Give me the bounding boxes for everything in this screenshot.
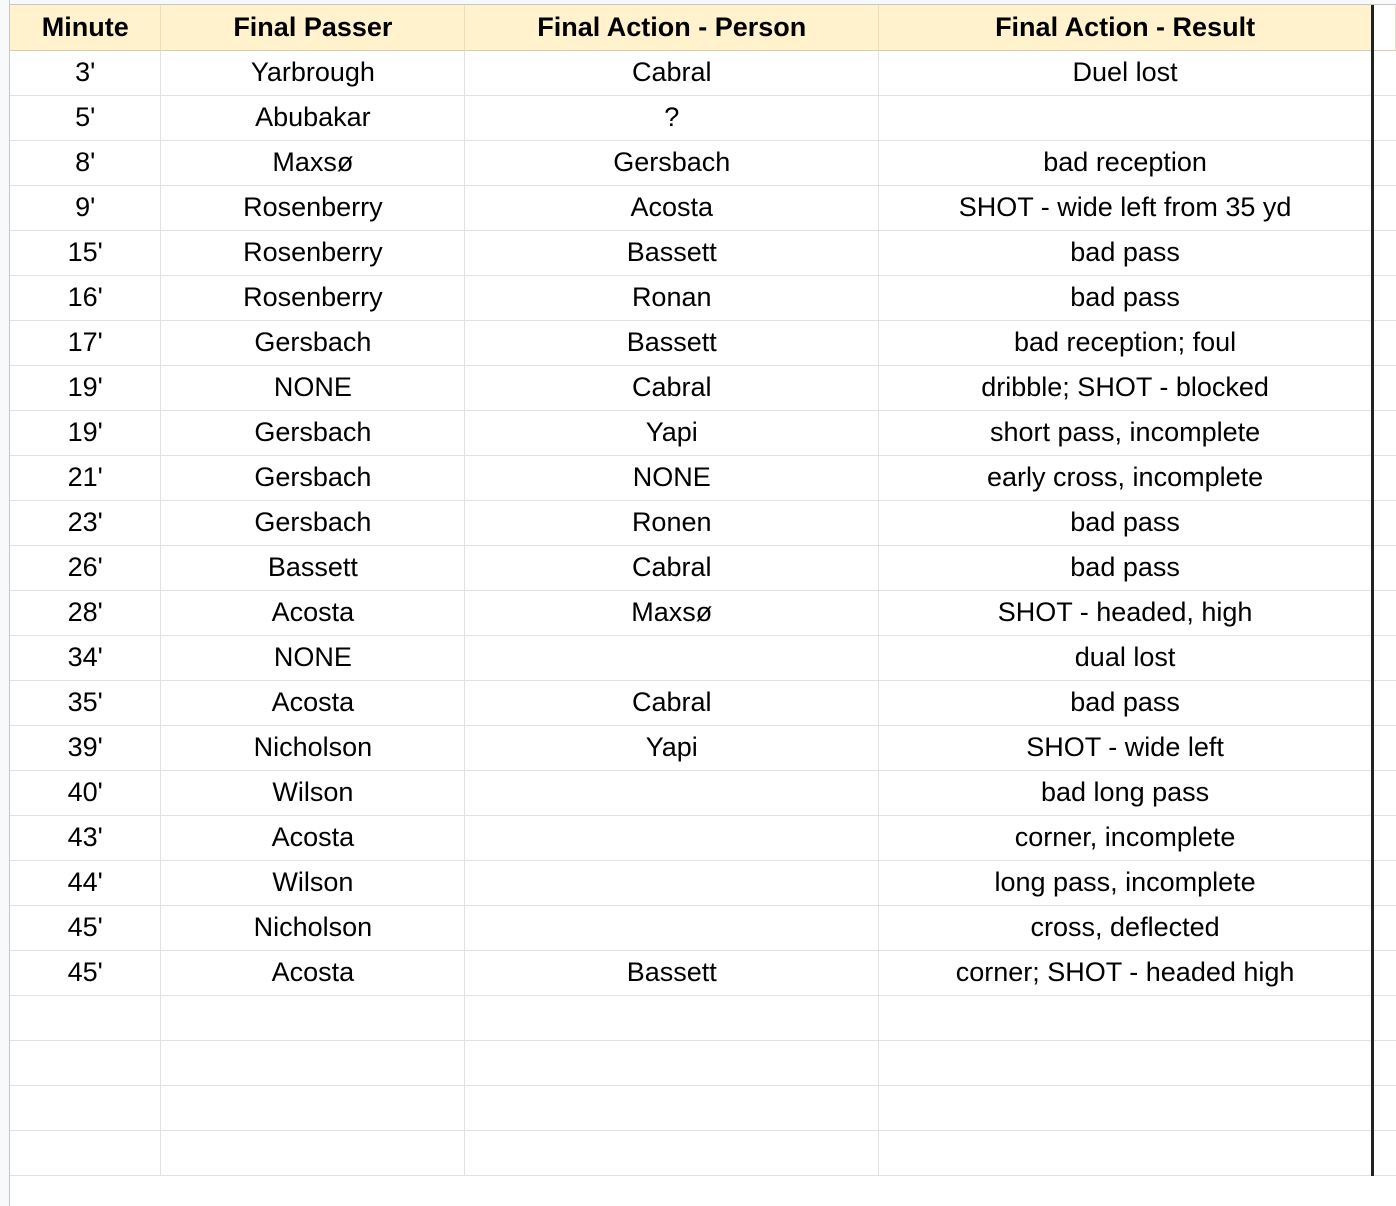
final-passer-cell[interactable]: Wilson: [161, 860, 465, 905]
final-action-result-cell[interactable]: early cross, incomplete: [879, 455, 1373, 500]
table-row: [10, 140, 1396, 185]
frozen-edge-cell: [1373, 950, 1396, 995]
table-row: [10, 455, 1396, 500]
final-action-person-cell[interactable]: [465, 905, 879, 950]
final-passer-cell[interactable]: Nicholson: [161, 905, 465, 950]
final-action-result-cell[interactable]: bad reception; foul: [879, 320, 1373, 365]
table-row: [10, 320, 1396, 365]
table-row: [10, 545, 1396, 590]
final-action-person-cell[interactable]: [465, 770, 879, 815]
table-row: [10, 860, 1396, 905]
minute-cell[interactable]: 43': [10, 815, 161, 860]
header-cell-final-action-person[interactable]: Final Action - Person: [465, 5, 879, 50]
frozen-edge-cell: [1373, 995, 1396, 1040]
minute-cell[interactable]: 17': [10, 320, 161, 365]
frozen-edge-cell: [1373, 410, 1396, 455]
minute-cell[interactable]: 21': [10, 455, 161, 500]
table-row: [10, 950, 1396, 995]
final-action-result-cell[interactable]: [879, 95, 1373, 140]
frozen-edge-cell: [1373, 50, 1396, 95]
final-action-result-cell[interactable]: corner, incomplete: [879, 815, 1373, 860]
final-action-result-cell[interactable]: Duel lost: [879, 50, 1373, 95]
empty-cell[interactable]: [465, 1040, 879, 1085]
empty-cell[interactable]: [10, 1130, 161, 1175]
final-passer-cell[interactable]: Rosenberry: [161, 275, 465, 320]
frozen-edge-cell: [1373, 5, 1396, 50]
frozen-edge-cell: [1373, 725, 1396, 770]
final-action-result-cell[interactable]: dribble; SHOT - blocked: [879, 365, 1373, 410]
table-row: [10, 230, 1396, 275]
frozen-edge-cell: [1373, 545, 1396, 590]
empty-table-row: [10, 995, 1396, 1040]
final-action-result-cell[interactable]: bad pass: [879, 680, 1373, 725]
final-action-result-cell[interactable]: SHOT - wide left: [879, 725, 1373, 770]
empty-cell[interactable]: [10, 1040, 161, 1085]
final-action-result-cell[interactable]: bad pass: [879, 545, 1373, 590]
minute-cell[interactable]: 3': [10, 50, 161, 95]
frozen-edge-cell: [1373, 815, 1396, 860]
frozen-edge-cell: [1373, 95, 1396, 140]
final-action-person-cell[interactable]: Maxsø: [465, 590, 879, 635]
minute-cell[interactable]: 26': [10, 545, 161, 590]
final-action-person-cell[interactable]: Ronen: [465, 500, 879, 545]
final-action-result-cell[interactable]: SHOT - headed, high: [879, 590, 1373, 635]
empty-cell[interactable]: [465, 1085, 879, 1130]
final-action-person-cell[interactable]: [465, 860, 879, 905]
final-action-result-cell[interactable]: bad pass: [879, 230, 1373, 275]
final-action-person-cell[interactable]: Bassett: [465, 320, 879, 365]
final-action-person-cell[interactable]: Gersbach: [465, 140, 879, 185]
frozen-edge-cell: [1373, 1040, 1396, 1085]
frozen-edge-cell: [1373, 230, 1396, 275]
empty-table-row: [10, 1130, 1396, 1175]
table-row: [10, 680, 1396, 725]
final-action-result-cell[interactable]: bad reception: [879, 140, 1373, 185]
final-action-person-cell[interactable]: Cabral: [465, 545, 879, 590]
table-row: [10, 770, 1396, 815]
empty-table-row: [10, 1040, 1396, 1085]
empty-cell[interactable]: [879, 1040, 1373, 1085]
frozen-edge-cell: [1373, 140, 1396, 185]
minute-cell[interactable]: 45': [10, 950, 161, 995]
table-row: [10, 95, 1396, 140]
final-passer-cell[interactable]: Wilson: [161, 770, 465, 815]
table-row: [10, 590, 1396, 635]
frozen-edge-cell: [1373, 905, 1396, 950]
final-passer-cell[interactable]: Acosta: [161, 950, 465, 995]
final-action-person-cell[interactable]: Cabral: [465, 680, 879, 725]
empty-cell[interactable]: [161, 1130, 465, 1175]
table-row: [10, 500, 1396, 545]
final-passer-cell[interactable]: Maxsø: [161, 140, 465, 185]
final-action-person-cell[interactable]: [465, 635, 879, 680]
final-passer-cell[interactable]: Acosta: [161, 680, 465, 725]
minute-cell[interactable]: 44': [10, 860, 161, 905]
minute-cell[interactable]: 39': [10, 725, 161, 770]
table-row: [10, 365, 1396, 410]
final-passer-cell[interactable]: Abubakar: [161, 95, 465, 140]
minute-cell[interactable]: 19': [10, 365, 161, 410]
frozen-edge-cell: [1373, 860, 1396, 905]
minute-cell[interactable]: 35': [10, 680, 161, 725]
empty-table-row: [10, 1085, 1396, 1130]
frozen-edge-cell: [1373, 455, 1396, 500]
minute-cell[interactable]: 16': [10, 275, 161, 320]
empty-cell[interactable]: [10, 1085, 161, 1130]
final-action-person-cell[interactable]: Bassett: [465, 950, 879, 995]
frozen-edge-cell: [1373, 635, 1396, 680]
table-row: [10, 275, 1396, 320]
minute-cell[interactable]: 34': [10, 635, 161, 680]
table-row: [10, 50, 1396, 95]
final-action-person-cell[interactable]: Bassett: [465, 230, 879, 275]
final-passer-cell[interactable]: NONE: [161, 635, 465, 680]
header-cell-final-action-result[interactable]: Final Action - Result: [879, 5, 1373, 50]
frozen-edge-cell: [1373, 185, 1396, 230]
data-table: [10, 5, 1396, 1176]
header-cell-final-passer[interactable]: Final Passer: [161, 5, 465, 50]
minute-cell[interactable]: 23': [10, 500, 161, 545]
final-action-result-cell[interactable]: cross, deflected: [879, 905, 1373, 950]
final-action-person-cell[interactable]: [465, 815, 879, 860]
empty-cell[interactable]: [465, 1130, 879, 1175]
row-header-strip: [0, 0, 10, 1206]
empty-cell[interactable]: [879, 1085, 1373, 1130]
header-row: [10, 5, 1396, 50]
minute-cell[interactable]: 8': [10, 140, 161, 185]
minute-cell[interactable]: 19': [10, 410, 161, 455]
final-passer-cell[interactable]: Bassett: [161, 545, 465, 590]
final-action-result-cell[interactable]: bad pass: [879, 275, 1373, 320]
empty-cell[interactable]: [161, 1040, 465, 1085]
table-row: [10, 905, 1396, 950]
final-action-person-cell[interactable]: Yapi: [465, 725, 879, 770]
table-row: [10, 185, 1396, 230]
final-passer-cell[interactable]: Gersbach: [161, 320, 465, 365]
frozen-edge-cell: [1373, 365, 1396, 410]
final-action-person-cell[interactable]: ?: [465, 95, 879, 140]
table-row: [10, 815, 1396, 860]
header-cell-minute[interactable]: Minute: [10, 5, 161, 50]
final-passer-cell[interactable]: Gersbach: [161, 455, 465, 500]
frozen-edge-cell: [1373, 680, 1396, 725]
final-passer-cell[interactable]: Acosta: [161, 590, 465, 635]
final-action-person-cell[interactable]: Acosta: [465, 185, 879, 230]
final-passer-cell[interactable]: NONE: [161, 365, 465, 410]
final-action-person-cell[interactable]: Cabral: [465, 50, 879, 95]
empty-cell[interactable]: [161, 1085, 465, 1130]
final-action-person-cell[interactable]: NONE: [465, 455, 879, 500]
minute-cell[interactable]: 9': [10, 185, 161, 230]
final-action-result-cell[interactable]: long pass, incomplete: [879, 860, 1373, 905]
minute-cell[interactable]: 40': [10, 770, 161, 815]
table-row: [10, 410, 1396, 455]
minute-cell[interactable]: 28': [10, 590, 161, 635]
final-action-result-cell[interactable]: bad long pass: [879, 770, 1373, 815]
empty-cell[interactable]: [879, 995, 1373, 1040]
final-passer-cell[interactable]: Rosenberry: [161, 230, 465, 275]
frozen-edge-cell: [1373, 500, 1396, 545]
final-action-person-cell[interactable]: Cabral: [465, 365, 879, 410]
minute-cell[interactable]: 5': [10, 95, 161, 140]
frozen-edge-cell: [1373, 590, 1396, 635]
empty-cell[interactable]: [161, 995, 465, 1040]
empty-cell[interactable]: [10, 995, 161, 1040]
final-action-result-cell[interactable]: dual lost: [879, 635, 1373, 680]
final-action-person-cell[interactable]: Yapi: [465, 410, 879, 455]
table-row: [10, 725, 1396, 770]
frozen-edge-cell: [1373, 275, 1396, 320]
frozen-edge-cell: [1373, 1130, 1396, 1175]
final-action-person-cell[interactable]: Ronan: [465, 275, 879, 320]
final-passer-cell[interactable]: Nicholson: [161, 725, 465, 770]
final-action-result-cell[interactable]: SHOT - wide left from 35 yd: [879, 185, 1373, 230]
final-passer-cell[interactable]: Rosenberry: [161, 185, 465, 230]
table-row: [10, 635, 1396, 680]
final-passer-cell[interactable]: Yarbrough: [161, 50, 465, 95]
minute-cell[interactable]: 15': [10, 230, 161, 275]
final-passer-cell[interactable]: Acosta: [161, 815, 465, 860]
final-passer-cell[interactable]: Gersbach: [161, 410, 465, 455]
empty-cell[interactable]: [879, 1130, 1373, 1175]
final-action-result-cell[interactable]: short pass, incomplete: [879, 410, 1373, 455]
frozen-edge-cell: [1373, 320, 1396, 365]
final-action-result-cell[interactable]: bad pass: [879, 500, 1373, 545]
final-action-result-cell[interactable]: corner; SHOT - headed high: [879, 950, 1373, 995]
frozen-edge-cell: [1373, 770, 1396, 815]
minute-cell[interactable]: 45': [10, 905, 161, 950]
final-passer-cell[interactable]: Gersbach: [161, 500, 465, 545]
frozen-edge-cell: [1373, 1085, 1396, 1130]
empty-cell[interactable]: [465, 995, 879, 1040]
